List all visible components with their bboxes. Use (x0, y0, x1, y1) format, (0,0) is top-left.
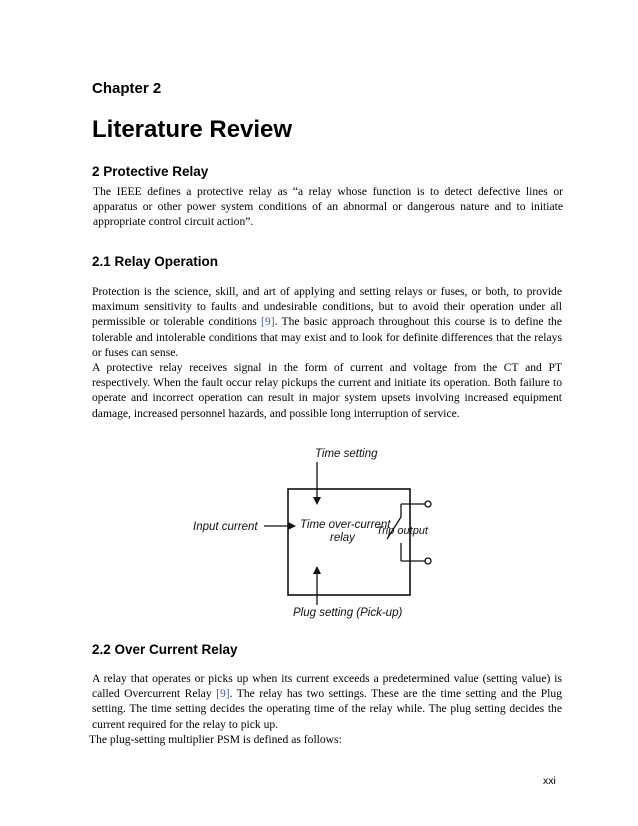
trip-output-label: Trip output (376, 525, 428, 537)
section-2-2-paragraph-2: The plug-setting multiplier PSM is defined as follows: (89, 732, 342, 746)
section-heading-2-1: 2.1 Relay Operation (92, 254, 219, 269)
section-2-1-body (92, 284, 562, 421)
relay-block-diagram (180, 440, 450, 620)
trip-terminal-lower (425, 558, 431, 564)
section-2-2-p1-text-b: . The relay has two settings. These are the time setting and the Plug setting. The time setting decides the operating time of the relay while. The plug setting decides the current required for the relay to pick up. (92, 687, 562, 731)
plug-setting-arrowhead (313, 566, 321, 574)
page-number: xxi (543, 775, 556, 787)
section-2-1-p1-text-a: Protection is the science, skill, and art of applying and setting relays or fuses, or both, to provide maximum sensitivity to faults and undesirable conditions, but to avoid their operation under all permissible or tolerable conditions (92, 285, 562, 329)
page-title: Literature Review (92, 116, 293, 143)
trip-terminal-upper (425, 501, 431, 507)
citation-link[interactable]: [9] (261, 315, 275, 329)
citation-link[interactable]: [9] (216, 687, 230, 701)
section-2-paragraph (93, 184, 563, 230)
section-2-1-p1-text-b: . The basic approach throughout this course is to define the tolerable and intolerable conditions that may exist and to look for definite differences that the relays or fuses can sense. (92, 315, 562, 359)
relay-label-line-2: relay (330, 532, 355, 544)
section-2-text: The IEEE defines a protective relay as “a relay whose function is to detect defective lines or apparatus or other power system conditions of an abnormal or dangerous nature and to initiate appropriate control circuit action”. (93, 185, 563, 229)
input-current-label: Input current (193, 521, 258, 533)
input-current-arrowhead (288, 522, 296, 530)
section-2-2-paragraph-1 (92, 671, 562, 732)
time-setting-arrowhead (313, 497, 321, 505)
section-2-2-p1-text-a: A relay that operates or picks up when its current exceeds a predetermined value (setting value) is called Overcurrent Relay (92, 672, 562, 701)
plug-setting-label: Plug setting (Pick-up) (293, 607, 403, 619)
time-setting-label: Time setting (315, 448, 378, 460)
section-2-2-body (89, 671, 562, 747)
section-heading-2: 2 Protective Relay (92, 164, 209, 179)
section-2-1-paragraph-2: A protective relay receives signal in the form of current and voltage from the CT and PT respectively. When the fault occur relay pickups the current and initiate its operation. Both failure to operate and incorrect operation can result in major system upsets involving increased equipment damage, increased personnel hazards, and possible long interruption of service. (92, 361, 562, 420)
section-heading-2-2: 2.2 Over Current Relay (92, 642, 238, 657)
chapter-label: Chapter 2 (92, 80, 162, 97)
relay-label-line-1: Time over-current (300, 519, 391, 531)
section-2-1-paragraph-1 (92, 284, 562, 360)
